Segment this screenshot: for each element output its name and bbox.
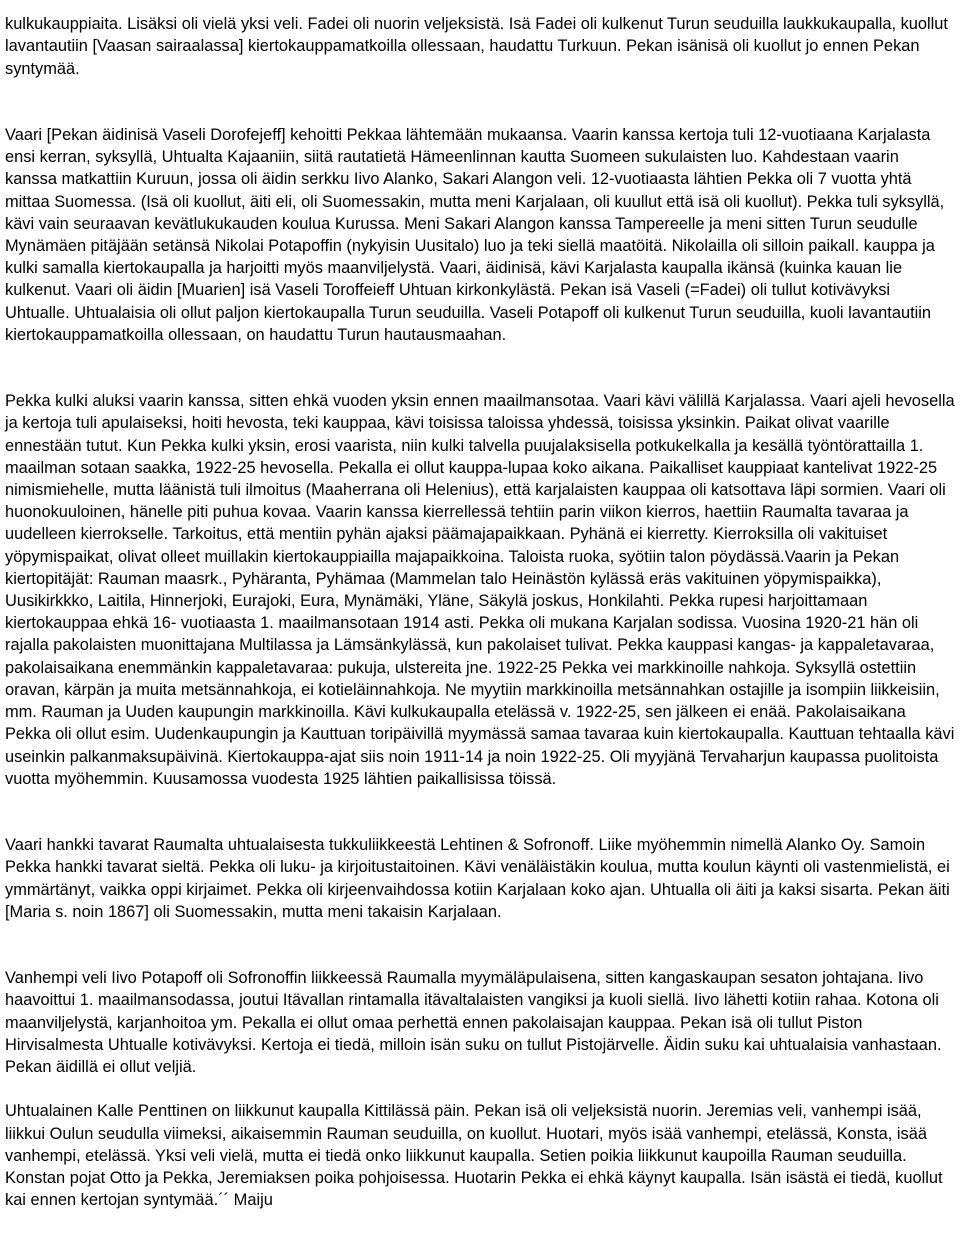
paragraph-grandfather-journey: Vaari [Pekan äidinisä Vaseli Dorofejeff] kehoitti Pekkaa lähtemään mukaansa. Vaarin kanssa kertoja tuli 12-vuotiaana Karjalasta ensi kerran, syksyllä, Uhtualta Kajaaniin, siitä rautatietä Hämeenlinnan kautta Suomeen sukulaisten luo. Kahdestaan vaarin kanssa matkattiin Kuruun, jossa oli äidin serkku Iivo Alanko, Sakari Alangon veli. 12-vuotiaasta lähtien Pekka oli 7 vuotta yhtä mittaa Suomessa. (Isä oli kuollut, äiti eli, oli Suomessakin, mutta meni Karjalaan, oli kuullut että isä oli kuollut). Pekka tuli syksyllä, kävi vain seuraavan kevätlukukauden koulua Kurussa. Meni Sakari Alangon kanssa Tampereelle ja meni sitten Turun seudulle Mynämäen pitäjään setänsä Nikolai Potapoffin (nykyisin Uusitalo) luo ja teki siellä maatöitä. Nikolailla oli silloin paikall. kauppa ja kulki samalla kiertokaupalla ja harjoitti myös maanviljelystä. Vaari, äidinisä, kävi Karjalasta kaupalla ikänsä (kuinka kauan lie kulkenut. Vaari oli äidin [Muarien] isä Vaseli Toroffeieff Uhtuan kirkonkylästä. Pekan isä Vaseli (=Fadei) oli tullut kotivävyksi Uhtualle. Uhtualaisia oli ollut paljon kiertokaupalla Turun seuduilla. Vaseli Potapoff oli kulkenut Turun seuduilla, kuoli lavantautiin kiertokauppamatkoilla ollessaan, on haudattu Turun hautausmaahan. [5,126,945,344]
document-page [5,0,955,1234]
paragraph-peddling-trips: Pekka kulki aluksi vaarin kanssa, sitten ehkä vuoden yksin ennen maailmansotaa. Vaari kävi välillä Karjalassa. Vaari ajeli hevosella ja kertoja tuli apulaiseksi, hoiti hevosta, teki kauppaa, kävi toisissa taloissa yhdessä, toisissa yksinkin. Paikat olivat vaarille ennestään tutut. Kun Pekka kulki yksin, erosi vaarista, niin kulki talvella puujalaksisella potkukelkalla ja kesällä työntörattailla 1. maailman sotaan saakka, 1922-25 hevosella. Pekalla ei ollut kauppa-lupaa koko aikana. Paikalliset kauppiaat kantelivat 1922-25 nimismiehelle, mutta läänistä tuli ilmoitus (Maaherrana oli Helenius), että karjalaisten kauppaa oli katsottava läpi sormien. Vaari oli huonokuuloinen, hänelle piti puhua kovaa. Vaarin kanssa kierrellessä tehtiin parin viikon kierros, haettiin Raumalta tavaraa ja uudelleen kierrokselle. Tarkoitus, että mentiin pyhän ajaksi päämajapaikkaan. Pyhänä ei kierretty. Kierroksilla oli vakituiset yöpymispaikat, olivat olleet muillakin kiertokauppiailla majapaikkoina. Taloista ruoka, syötiin talon pöydässä.Vaarin ja Pekan kiertopitäjät: Rauman maasrk., Pyhäranta, Pyhämaa (Mammelan talo Heinästön kylässä eräs vakituinen yöpymispaikka), Uusikirkkko, Laitila, Hinnerjoki, Eurajoki, Eura, Mynämäki, Yläne, Säkylä joskus, Honkilahti. Pekka rupesi harjoittamaan kiertokauppaa ehkä 16- vuotiaasta 1. maailmansotaan 1914 asti. Pekka oli mukana Karjalan sodissa. Vuosina 1920-21 hän oli rajalla pakolaisten muonittajana Multilassa ja Lämsänkylässä, kun pakolaiset tulivat. Pekka kauppasi kangas- ja kappaletavaraa, pakolaisaikana enemmänkin kappaletavaraa: pukuja, ulstereita jne. 1922-25 Pekka vei markkinoille nahkoja. Syksyllä ostettiin oravan, kärpän ja muita metsännahkoja, ei kotieläinnahkoja. Ne myytiin markkinoilla metsännahkan ostajille ja isompiin liikkeisiin, mm. Rauman ja Uuden kaupungin markkinoilla. Kävi kulkukaupalla etelässä v. 1922-25, sen jälkeen ei enää. Pakolaisaikana Pekka oli ollut esim. Uudenkaupungin ja Kauttuan toripäivillä myymässä samaa tavaraa kuin kiertokaupalla. Kauttuan tehtaalla kävi useinkin palkanmaksupäivinä. Kiertokauppa-ajat siis noin 1911-14 ja noin 1922-25. Oli myyjänä Tervaharjun kaupassa puolitoista vuotta myöhemmin. Kuusamossa vuodesta 1925 lähtien paikallisissa töissä. [5,392,955,788]
paragraph-wholesale-goods: Vaari hankki tavarat Raumalta uhtualaisesta tukkuliikkeestä Lehtinen & Sofronoff. Liike myöhemmin nimellä Alanko Oy. Samoin Pekka hankki tavarat sieltä. Pekka oli luku- ja kirjoitustaitoinen. Kävi venäläistäkin koulua, mutta koulun käynti oli vastenmielistä, ei ymmärtänyt, vaikka oppi kirjaimet. Pekka oli kirjeenvaihdossa kotiin Karjalaan koko ajan. Uhtualla oli äiti ja kaksi sisarta. Pekan äiti [Maria s. noin 1867] oli Suomessakin, mutta meni takaisin Karjalaan. [5,836,950,921]
paragraph-father-family: kulkukauppiaita. Lisäksi oli vielä yksi veli. Fadei oli nuorin veljeksistä. Isä Fadei oli kulkenut Turun seuduilla laukkukaupalla, kuollut lavantautiin [Vaasan sairaalassa] kiertokauppamatkoilla ollessaan, haudattu Turkuun. Pekan isänisä oli kuollut jo ennen Pekan syntymää. [5,15,948,78]
paragraph-brother-iivo: Vanhempi veli Iivo Potapoff oli Sofronoffin liikkeessä Raumalla myymäläpulaisena, sitten kangaskaupan sesaton johtajana. Iivo haavoittui 1. maailmansodassa, joutui Itävallan rintamalla itävaltalaisten vangiksi ja kuoli siellä. Iivo lähetti kotiin rahaa. Kotona oli maanviljelystä, karjanhoitoa ym. Pekalla ei ollut omaa perhettä ennen pakolaisajan kauppaa. Pekan isä oli tullut Piston Hirvisalmesta Uhtualle kotivävyksi. Kertoja ei tiedä, milloin isän suku on tullut Pistojärvelle. Äidin suku kai uhtualaisia vanhastaan. Pekan äidillä ei ollut veljiä. [5,969,942,1076]
paragraph-relatives-traders: Uhtualainen Kalle Penttinen on liikkunut kaupalla Kittilässä päin. Pekan isä oli veljeksistä nuorin. Jeremias veli, vanhempi isää, liikkui Oulun seudulla viimeksi, aikaisemmin Rauman seuduilla, on kuollut. Huotari, myös isää vanhempi, etelässä, Konsta, isää vanhempi, etelässä. Yksi veli vielä, mutta ei tiedä onko liikkunut kaupalla. Setien poikia liikkunut kaupoilla Rauman seuduilla. Konstan pojat Otto ja Pekka, Jeremiaksen poika pohjoisessa. Huotarin Pekka ei ehkä käynyt kaupalla. Isän isästä ei tiedä, kuollut kai ennen kertojan syntymää.´´ Maiju [5,1102,943,1210]
